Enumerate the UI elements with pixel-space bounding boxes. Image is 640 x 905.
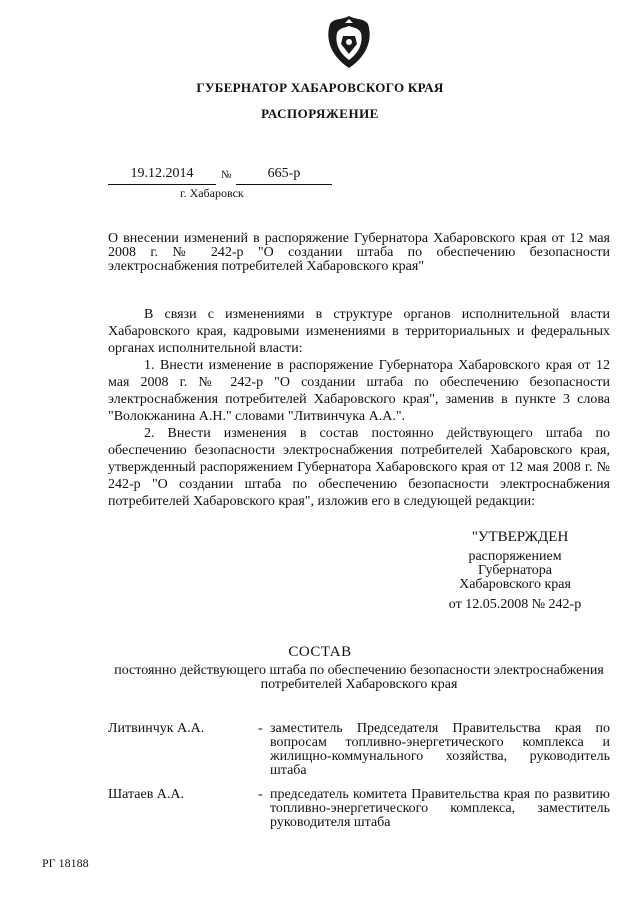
- document-number: 665-р: [267, 166, 301, 181]
- number-sign: №: [221, 169, 232, 181]
- approval-block: [420, 530, 610, 612]
- member-row: [108, 722, 610, 778]
- composition-subtitle: постоянно действующего штаба по обеспечению безопасности электроснабжения потребителей Хабаровского края: [114, 663, 604, 692]
- approval-line: Губернатора: [477, 563, 553, 578]
- approval-heading: "УТВЕРЖДЕН: [471, 529, 569, 545]
- composition-title: СОСТАВ: [288, 644, 352, 660]
- member-dash: -: [258, 721, 263, 736]
- document-body: [108, 306, 610, 510]
- member-role: заместитель Председателя Правительства края по вопросам топливно-энергетического комплекса и жилищно-коммунального хозяйства, руководитель штаба: [270, 721, 610, 778]
- member-name: Литвинчук А.А.: [108, 721, 205, 736]
- document-date: 19.12.2014: [130, 166, 194, 181]
- coat-of-arms-icon: [326, 14, 372, 70]
- body-paragraph: 1. Внести изменение в распоряжение Губернатора Хабаровского края от 12 мая 2008 г. № 242-р "О создании штаба по обеспечению безопасности электроснабжения потребителей Хабаровского края", заменив в пункте 3 слова "Волокжанина А.Н." словами "Литвинчука А.А.".: [108, 358, 610, 424]
- date-underline: [108, 184, 216, 185]
- member-dash: -: [258, 787, 263, 802]
- organization-title: ГУБЕРНАТОР ХАБАРОВСКОГО КРАЯ: [196, 80, 444, 95]
- approval-line: Хабаровского края: [459, 577, 571, 592]
- document-city: г. Хабаровск: [180, 186, 244, 200]
- member-role: председатель комитета Правительства края по развитию топливно-энергетического комплекса, заместитель руководителя штаба: [270, 787, 610, 830]
- document-type: РАСПОРЯЖЕНИЕ: [261, 106, 379, 121]
- registration-code: РГ 18188: [42, 856, 89, 870]
- number-underline: [236, 184, 332, 185]
- body-paragraph: 2. Внести изменения в состав постоянно действующего штаба по обеспечению безопасности электроснабжения потребителей Хабаровского края, утвержденный распоряжением Губернатора Хабаровского края от 12 мая 2008 г. № 242-р "О создании штаба по обеспечению безопасности электроснабжения потребителей Хабаровского края", изложив его в следующей редакции:: [108, 426, 610, 509]
- member-name: Шатаев А.А.: [108, 787, 185, 802]
- body-paragraph: В связи с изменениями в структуре органов исполнительной власти Хабаровского края, кадровыми изменениями в территориальных и федеральных органах исполнительной власти:: [108, 307, 610, 356]
- approval-line: распоряжением: [468, 549, 562, 564]
- approval-reference: от 12.05.2008 № 242-р: [448, 597, 582, 612]
- document-subject: О внесении изменений в распоряжение Губернатора Хабаровского края от 12 мая 2008 г. № 242-р "О создании штаба по обеспечению безопасности электроснабжения потребителей Хабаровского края": [108, 231, 610, 274]
- members-list: [108, 722, 610, 840]
- member-row: [108, 788, 610, 830]
